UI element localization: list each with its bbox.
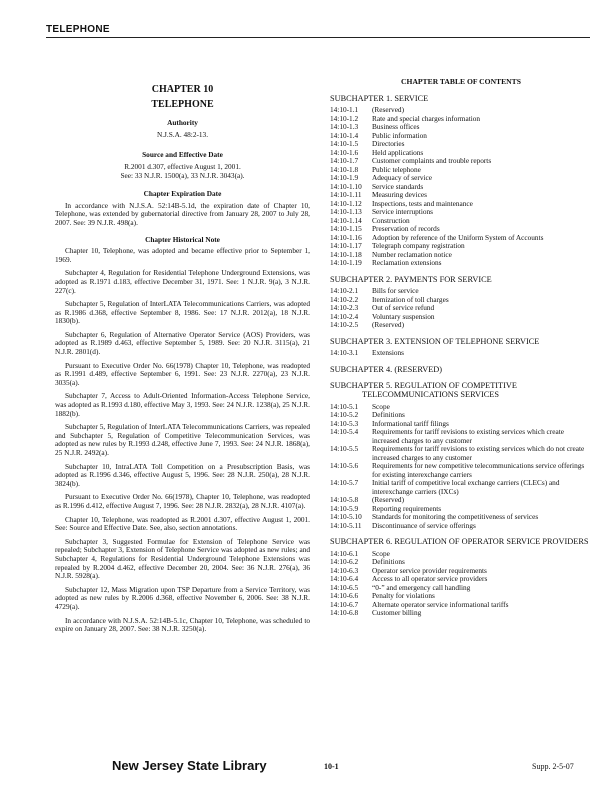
toc-section-title: Inspections, tests and maintenance [372,198,473,208]
toc-section-number: 14:10-3.1 [330,348,359,358]
footer-page-number: 10-1 [324,762,339,771]
toc-item [330,157,592,166]
toc-section-title: Operator service provider requirements [372,565,487,575]
toc-item [330,174,592,183]
toc-section-number: 14:10-1.10 [330,181,362,191]
toc-section-number: 14:10-1.14 [330,215,362,225]
toc-item [330,349,592,358]
toc-section-number: 14:10-6.8 [330,608,359,618]
toc-item [330,411,592,420]
toc-item [330,123,592,132]
toc-subchapter-title: SUBCHAPTER 3. EXTENSION OF TELEPHONE SERVICE [330,336,540,346]
history-paragraph: Subchapter 12, Mass Migration upon TSP Departure from a Service Territory, was adopted as new rules by R.2006 d.368, effective November 6, 2006. See: 38 N.J.R. 4729(a). [55,584,310,611]
toc-item [330,550,592,559]
right-column [330,78,592,618]
toc-section-number: 14:10-5.6 [330,461,359,471]
toc-item [330,584,592,593]
toc-subchapter-title: SUBCHAPTER 1. SERVICE [330,93,429,103]
history-paragraph: Subchapter 5, Regulation of InterLATA Telecommunications Carriers, was adopted as R.1986 d.368, effective September 8, 1986. See: 17 N.J.R. 2012(a), 18 N.J.R. 1830(b). [55,299,310,326]
history-paragraph: Subchapter 4, Regulation for Residential Telephone Underground Extensions, was adopted as R.1971 d.183, effective December 31, 1971. See: 1 N.J.R. 9(a), 3 N.J.R. 227(c). [55,268,310,295]
toc-section-title: Requirements for tariff revisions to existing services which do not create increased charges to any customer [372,444,585,462]
toc-section-number: 14:10-1.5 [330,139,359,149]
toc-section-title: (Reserved) [372,105,405,115]
toc-subchapter-title: SUBCHAPTER 2. PAYMENTS FOR SERVICE [330,274,492,284]
toc-item [330,496,592,505]
toc-section-number: 14:10-2.3 [330,303,359,313]
toc-section-title: Discontinuance of service offerings [372,520,476,530]
toc-section-number: 14:10-5.11 [330,520,362,530]
toc-section-title: Customer complaints and trouble reports [372,156,492,166]
toc-section-number: 14:10-1.7 [330,156,359,166]
expiration-heading: Chapter Expiration Date [143,189,222,199]
chapter-number: CHAPTER 10 [151,84,214,95]
toc-section-number: 14:10-1.8 [330,164,359,174]
toc-section-title: Held applications [372,147,424,157]
toc-section-title: Requirements for tariff revisions to existing services which create increased charges to any customer [372,427,564,445]
toc-section-number: 14:10-5.7 [330,478,359,488]
toc-section-title: Alternate operator service informational tariffs [372,599,509,609]
toc-item [330,321,592,330]
toc-item [330,132,592,141]
toc-section-number: 14:10-5.5 [330,444,359,454]
toc-section-title: Scope [372,548,390,558]
toc-section-title: Penalty for violations [372,591,435,601]
footer-library-name: New Jersey State Library [112,758,267,773]
toc-section-title: Preservation of records [372,224,440,234]
history-heading: Chapter Historical Note [145,234,220,244]
history-notes [55,247,310,634]
toc-section-number: 14:10-1.16 [330,232,362,242]
toc-section-number: 14:10-1.1 [330,105,359,115]
history-paragraph: Subchapter 6, Regulation of Alternative Operator Service (AOS) Providers, was adopted as R.1989 d.463, effective September 5, 1989. See: 20 N.J.R. 3115(a), 21 N.J.R. 2801(d). [55,329,310,357]
toc-item [330,609,592,618]
toc-section-number: 14:10-5.1 [330,401,359,411]
toc-section-number: 14:10-6.6 [330,591,359,601]
toc-section-number: 14:10-5.4 [330,427,359,437]
toc-section-number: 14:10-1.12 [330,198,362,208]
history-paragraph: Pursuant to Executive Order No. 66(1978) Chapter 10, Telephone, was readopted as R.1991 d.489, effective September 6, 1991. See: 23 N.J.R. 2270(a), 23 N.J.R. 3035(a). [55,360,310,387]
toc-section-title: Extensions [372,348,405,358]
toc-subchapter-title: SUBCHAPTER 4. (RESERVED) [330,364,443,374]
toc-item [330,287,592,296]
toc-section-title: Definitions [372,410,405,420]
toc-section-number: 14:10-1.13 [330,207,362,217]
toc-section-title: Scope [372,401,390,411]
toc-section-number: 14:10-5.3 [330,418,359,428]
history-paragraph: In accordance with N.J.S.A. 52:14B-5.1c, Chapter 10, Telephone, was scheduled to expire on January 28, 2007. See: 38 N.J.R. 3250(a). [55,615,310,634]
toc-section-number: 14:10-2.2 [330,294,359,304]
toc-section-title: Voluntary suspension [372,311,435,321]
toc-section-title: Standards for monitoring the competitiveness of services [372,512,539,522]
toc-item [330,140,592,149]
toc-section-title: Rate and special charges information [372,113,481,123]
toc-section-number: 14:10-1.15 [330,224,362,234]
toc-section-title: Service standards [372,181,424,191]
toc-section-title: Itemization of toll charges [372,294,449,304]
toc-section-title: Initial tariff of competitive local exchange carriers (CLECs) and interexchange carriers (IXCs) [372,478,560,496]
source-line-2: See: 33 N.J.R. 1500(a), 33 N.J.R. 3043(a). [120,170,245,180]
history-paragraph: Subchapter 3, Suggested Formulae for Extension of Telephone Service was repealed; Subchapter 3, Extension of Telephone Service was adopted as new rules; and Subchapter 4, Regulations for Residential Underground Telephone Extensions was repealed by R.2004 d.462, effective December 20, 2004. See: 36 N.J.R. 276(a), 36 N.J.R. 5928(a). [55,536,310,581]
toc-section-number: 14:10-6.7 [330,599,359,609]
toc-section-title: Reporting requirements [372,503,442,513]
toc-item [330,115,592,124]
toc-section-title: Adequacy of service [372,173,432,183]
toc-subchapter-title: SUBCHAPTER 6. REGULATION OF OPERATOR SERVICE PROVIDERS [330,537,589,547]
toc-section-title: Construction [372,215,410,225]
toc-subchapter-title: SUBCHAPTER 5. REGULATION OF COMPETITIVE TELECOMMUNICATIONS SERVICES [330,381,517,400]
toc-section-number: 14:10-5.9 [330,503,359,513]
toc-item [330,183,592,192]
toc-item [330,428,592,445]
toc-item [330,208,592,217]
toc-section-number: 14:10-5.8 [330,495,359,505]
table-of-contents [330,95,592,618]
toc-item [330,445,592,462]
toc-section-title: Informational tariff filings [372,418,449,428]
toc-section-number: 14:10-2.5 [330,320,359,330]
toc-item [330,217,592,226]
toc-item [330,601,592,610]
toc-item [330,304,592,313]
expiration-text: In accordance with N.J.S.A. 52:14B-5.1d, the expiration date of Chapter 10, Telephone, was extended by gubernatorial directive from January 28, 2007 to July 28, 2007. See: 39 N.J.R. 498(a). [55,200,310,227]
toc-section-number: 14:10-1.3 [330,122,359,132]
toc-item [330,259,592,268]
toc-section-title: Directories [372,139,405,149]
toc-section-number: 14:10-6.4 [330,574,359,584]
toc-section-number: 14:10-5.10 [330,512,362,522]
toc-section-number: 14:10-6.5 [330,582,359,592]
toc-item [330,296,592,305]
authority-text: N.J.S.A. 48:2-13. [156,129,209,139]
history-paragraph: Pursuant to Executive Order No. 66(1978), Chapter 10, Telephone, was readopted as R.1996 d.412, effective August 7, 1996. See: 28 N.J.R. 2832(a), 28 N.J.R. 4107(a). [55,492,310,510]
toc-section-title: Definitions [372,557,405,567]
authority-heading: Authority [167,118,198,128]
toc-section-title: Requirements for new competitive telecommunications service offerings for existing interexchange carriers [372,461,585,479]
toc-section-title: Number reclamation notice [372,249,452,259]
toc-section-title: (Reserved) [372,495,405,505]
toc-section-title: Public information [372,130,427,140]
toc-section-title: Measuring devices [372,190,427,200]
source-line-1: R.2001 d.307, effective August 1, 2001. [124,161,241,171]
toc-section-number: 14:10-2.1 [330,286,359,296]
toc-section-number: 14:10-1.6 [330,147,359,157]
header-rule [46,37,590,38]
toc-item [330,462,592,479]
source-heading: Source and Effective Date [142,150,223,160]
toc-section-title: Business offices [372,122,420,132]
toc-section-number: 14:10-1.18 [330,249,362,259]
toc-section-title: Public telephone [372,164,421,174]
toc-section-number: 14:10-1.19 [330,258,362,268]
toc-item [330,313,592,322]
toc-section-number: 14:10-1.2 [330,113,359,123]
toc-section-title: Reclamation extensions [372,258,442,268]
history-paragraph: Subchapter 5, Regulation of InterLATA Telecommunications Carriers, was repealed and Subchapter 5, Regulation of Competitive Telecommunication Services, was adopted as new rules by R.1993 d.248, effective June 7, 1993. See: 24 N.J.R. 1868(a), 25 N.J.R. 2492(a). [55,422,310,457]
toc-section-title: Adoption by reference of the Uniform System of Accounts [372,232,544,242]
footer-supplement-date: Supp. 2-5-07 [532,762,574,771]
toc-section-title: “0-” and emergency call handling [372,582,471,592]
toc-section-number: 14:10-6.1 [330,548,359,558]
toc-section-number: 14:10-6.3 [330,565,359,575]
toc-section-number: 14:10-2.4 [330,311,359,321]
toc-section-title: Service interruptions [372,207,433,217]
toc-section-number: 14:10-6.2 [330,557,359,567]
history-paragraph: Chapter 10, Telephone, was readopted as R.2001 d.307, effective August 1, 2001. See: Source and Effective Date. See, also, section annotations. [55,514,310,533]
toc-item [330,251,592,260]
chapter-name: TELEPHONE [151,98,214,110]
toc-section-title: Access to all operator service providers [372,574,488,584]
toc-section-number: 14:10-1.9 [330,173,359,183]
running-header-title: TELEPHONE [46,24,110,35]
toc-item [330,479,592,496]
toc-item [330,242,592,251]
toc-section-title: Out of service refund [372,303,435,313]
toc-section-title: (Reserved) [372,320,405,330]
toc-title: CHAPTER TABLE OF CONTENTS [401,77,521,86]
toc-section-title: Bills for service [372,286,419,296]
toc-section-number: 14:10-1.11 [330,190,362,200]
toc-item [330,522,592,531]
left-column [55,78,310,639]
toc-section-title: Customer billing [372,608,422,618]
toc-section-number: 14:10-1.17 [330,241,362,251]
history-paragraph: Chapter 10, Telephone, was adopted and became effective prior to September 1, 1969. [55,246,310,264]
toc-section-number: 14:10-1.4 [330,130,359,140]
history-paragraph: Subchapter 10, IntraLATA Toll Competition on a Presubscription Basis, was adopted as R.1996 d.346, effective August 5, 1996. See: 28 N.J.R. 250(a), 28 N.J.R. 3824(b). [55,461,310,488]
history-paragraph: Subchapter 7, Access to Adult-Oriented Information-Access Telephone Service, was adopted as R.1993 d.180, effective May 3, 1993. See: 24 N.J.R. 1238(a), 25 N.J.R. 1882(b). [55,391,310,418]
toc-item [330,166,592,175]
toc-section-number: 14:10-5.2 [330,410,359,420]
toc-item [330,403,592,412]
toc-section-title: Telegraph company registration [372,241,465,251]
toc-item [330,200,592,209]
